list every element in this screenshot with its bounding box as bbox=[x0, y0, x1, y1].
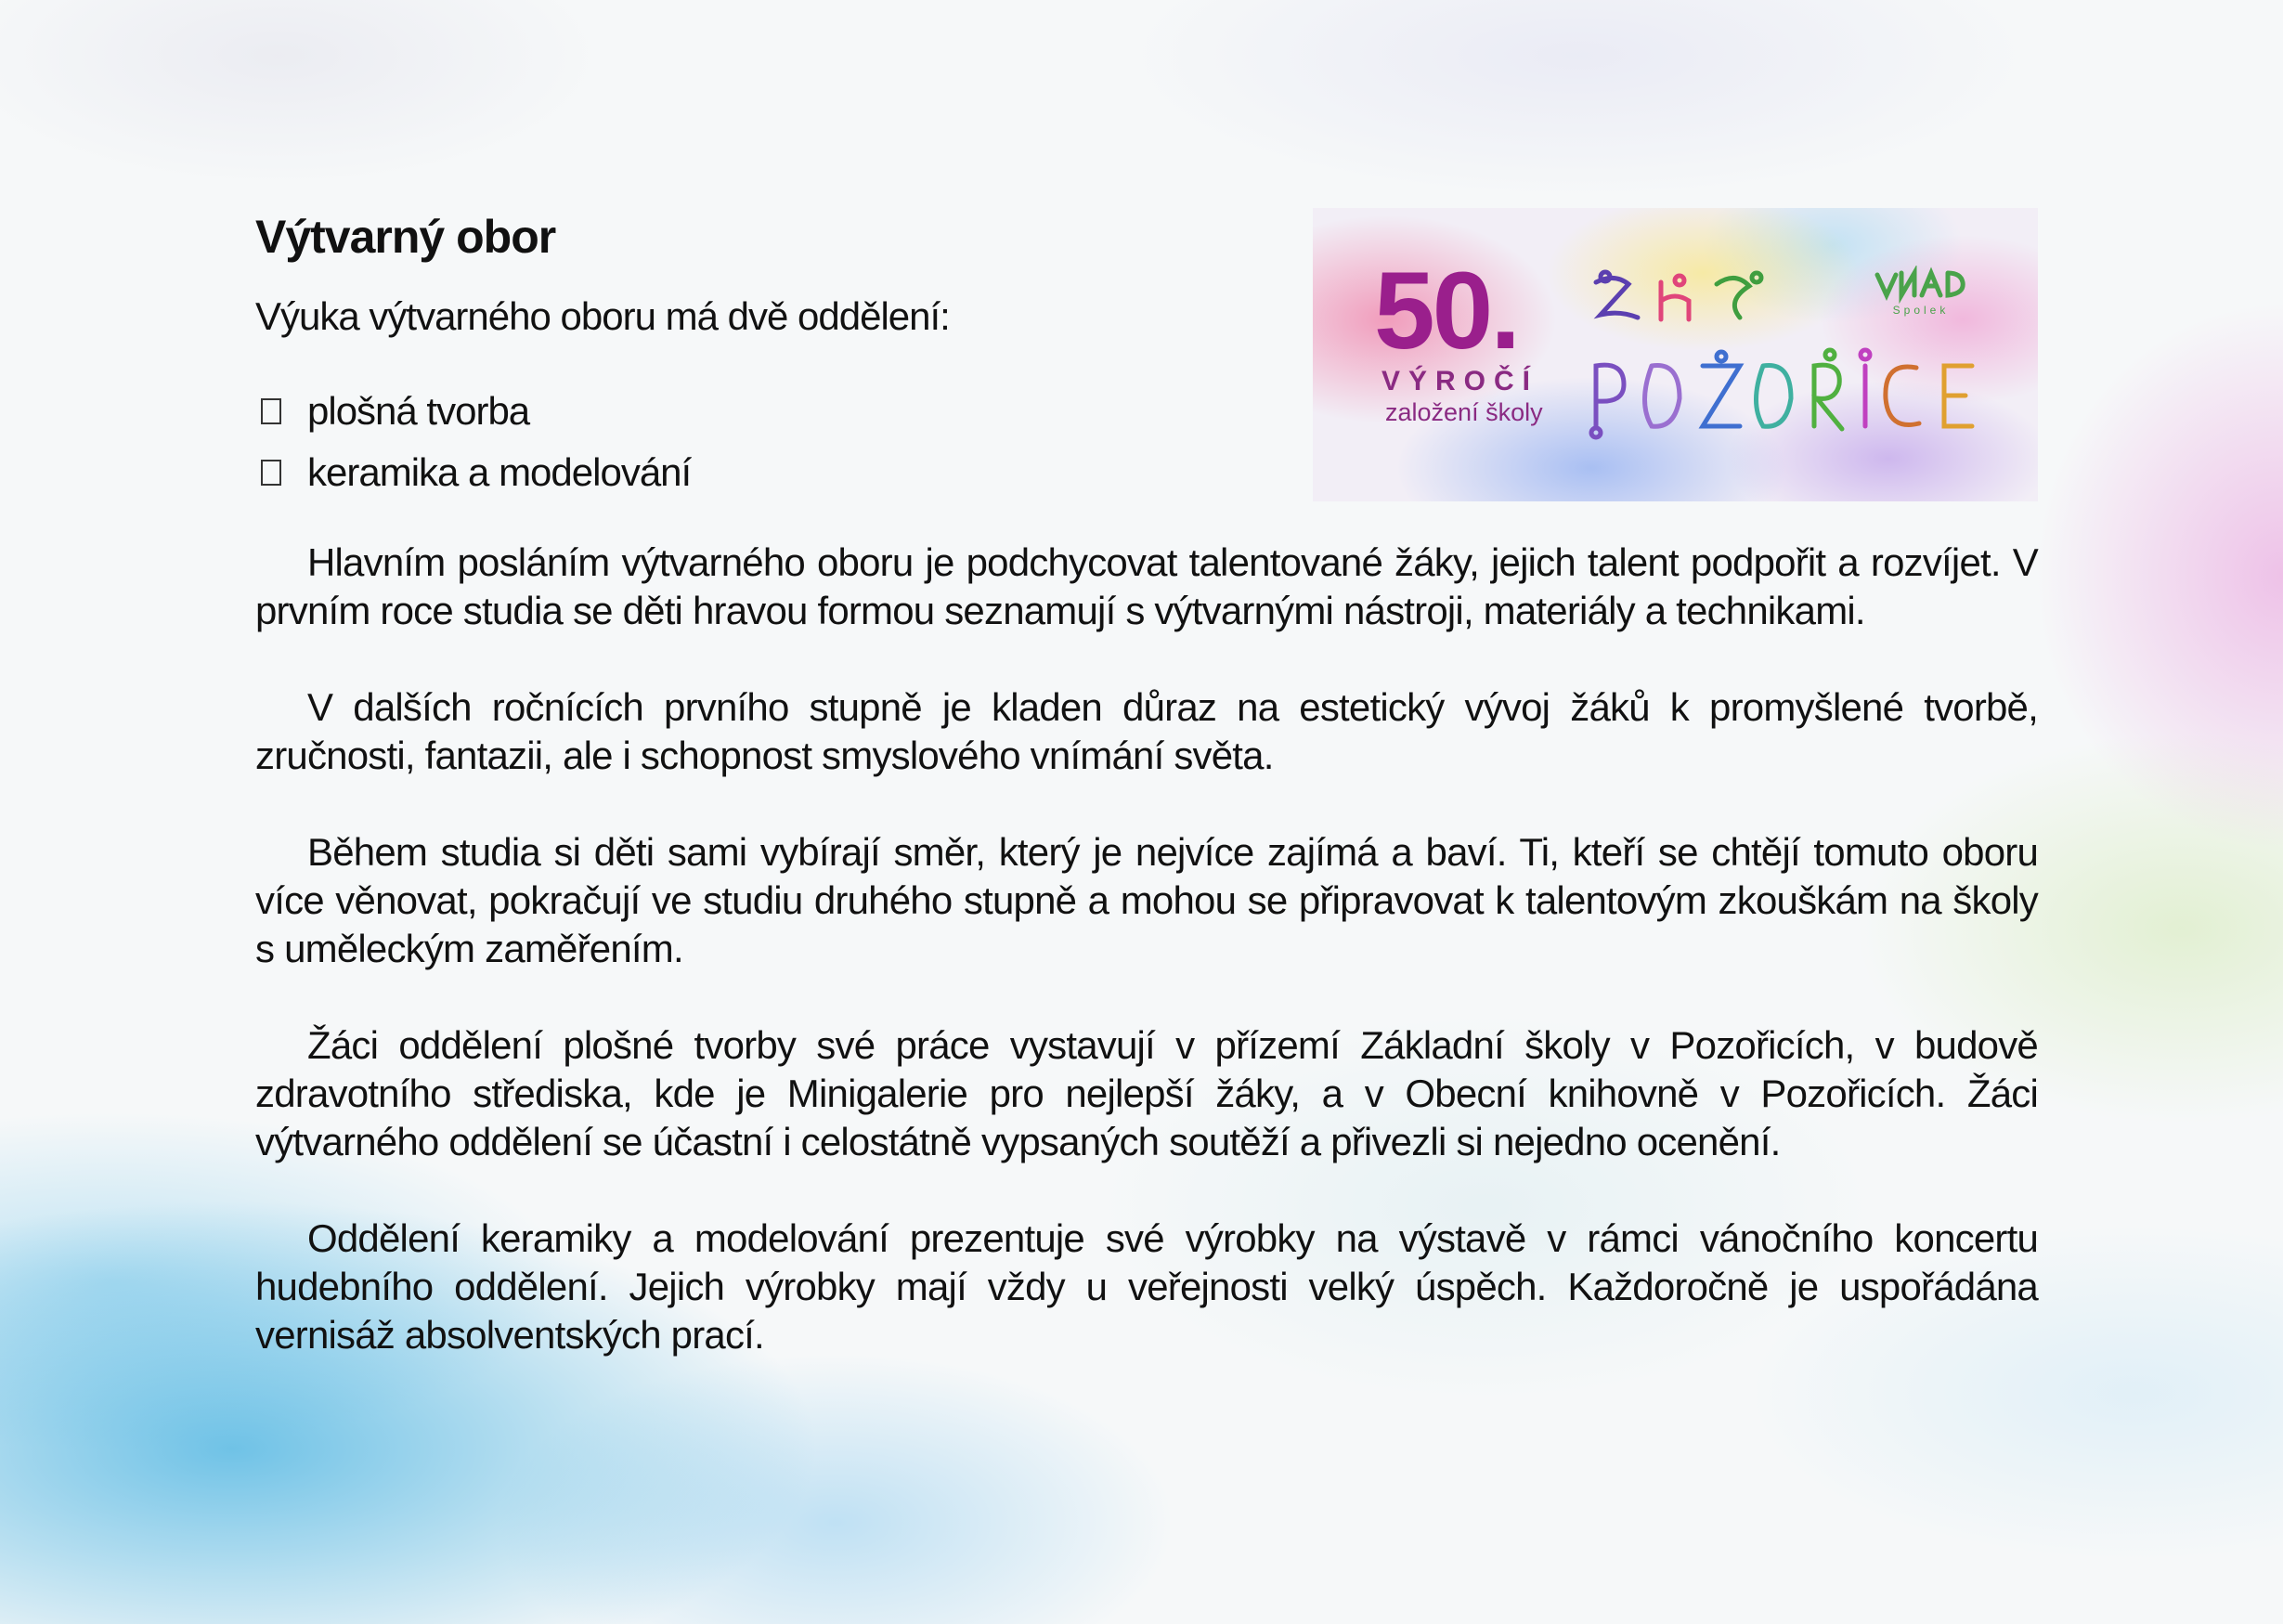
paragraph: Hlavním posláním výtvarného oboru je podchycovat talentované žáky, jejich talent podpořit a rozvíjet. V prvním roce studia se děti hravou formou seznamují s výtvarnými nástroji, materiály a technikami. bbox=[255, 540, 2038, 632]
anniversary-number bbox=[1374, 250, 1519, 372]
paragraph: Oddělení keramiky a modelování prezentuje své výrobky na výstavě v rámci vánočního koncertu hudebního oddělení. Jejich výrobky mají vždy u veřejnosti velký úspěch. Každoročně je uspořádána vernisáž absolventských prací. bbox=[255, 1216, 2038, 1357]
anniversary-sublabel: založení školy bbox=[1385, 398, 1543, 426]
paragraph: Žáci oddělení plošné tvorby své práce vystavují v přízemí Základní školy v Pozořicích, v budově zdravotního střediska, kde je Minigalerie pro nejlepší žáky, a v Obecní knihovně v Pozořicích. Žáci výtvarného oddělení se účastní i celostátně vypsaných soutěží a přivezli si nejedno ocenění. bbox=[255, 1023, 2038, 1163]
checkbox-square-icon bbox=[261, 398, 281, 424]
anniversary-label: VÝROČÍ bbox=[1381, 366, 1539, 396]
anniversary-banner bbox=[1313, 208, 2038, 501]
list-item-label: plošná tvorba bbox=[307, 389, 530, 433]
svg-text:Spolek: Spolek bbox=[1892, 304, 1950, 317]
number-dot: . bbox=[1490, 250, 1519, 372]
number-50: 50 bbox=[1374, 250, 1491, 372]
checkbox-square-icon bbox=[261, 460, 281, 486]
intro-text: Výuka výtvarného oboru má dvě oddělení: bbox=[255, 294, 950, 338]
page-title: Výtvarný obor bbox=[255, 211, 556, 263]
paragraph: V dalších ročnících prvního stupně je kladen důraz na estetický vývoj žáků k promyšlené tvorbě, zručnosti, fantazii, ale i schopnost smyslového vnímání světa. bbox=[255, 685, 2038, 777]
paragraph: Během studia si děti sami vybírají směr, který je nejvíce zajímá a baví. Ti, kteří se chtějí tomuto oboru více věnovat, pokračují ve studiu druhého stupně a mohou se připravovat k talentovým zkouškám na školy s uměleckým zaměřením. bbox=[255, 830, 2038, 970]
list-item-label: keramika a modelování bbox=[307, 450, 692, 494]
spolek-logo bbox=[1870, 266, 1972, 321]
